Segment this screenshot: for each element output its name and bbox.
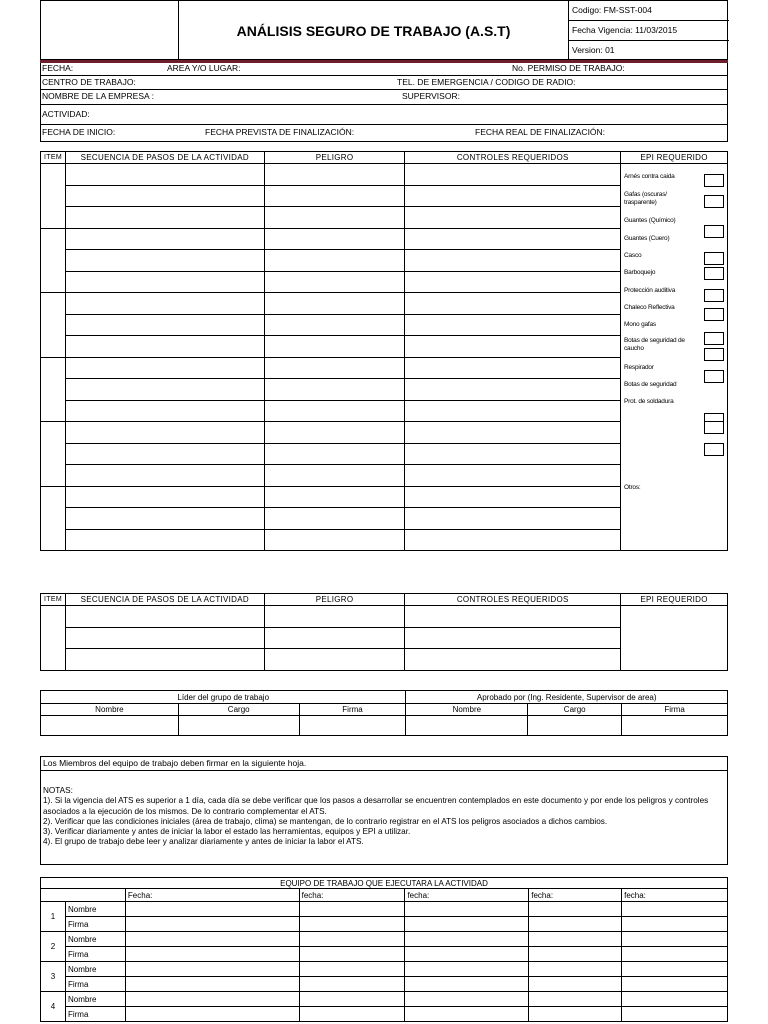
epi-checkbox[interactable] bbox=[704, 195, 724, 208]
real-field[interactable]: FECHA REAL DE FINALIZACIÓN: bbox=[475, 127, 606, 137]
epi-checkbox[interactable] bbox=[704, 421, 724, 434]
col-secuencia: SECUENCIA DE PASOS DE LA ACTIVIDAD bbox=[65, 594, 264, 606]
empresa-field[interactable]: NOMBRE DE LA EMPRESA : bbox=[42, 91, 154, 101]
ast-second-table bbox=[40, 593, 728, 671]
secuencia-cell[interactable] bbox=[65, 443, 264, 465]
note-3: 3). Verificar diariamente y antes de iniciar la labor el estado las herramientas, equipos y EPI a utilizar. bbox=[43, 827, 411, 837]
lider-header: Líder del grupo de trabajo bbox=[41, 691, 406, 704]
firma-cell[interactable] bbox=[405, 977, 529, 992]
firma-cell[interactable] bbox=[529, 917, 622, 932]
peligro-cell[interactable] bbox=[264, 529, 405, 551]
general-info bbox=[40, 63, 728, 142]
lider-firma-cell[interactable] bbox=[299, 716, 406, 736]
nombre-cell[interactable] bbox=[125, 932, 299, 947]
controles-cell[interactable] bbox=[405, 486, 621, 508]
epi-checkbox[interactable] bbox=[704, 308, 724, 321]
secuencia-cell[interactable] bbox=[65, 250, 264, 272]
fecha-header[interactable]: fecha: bbox=[529, 889, 622, 902]
controles-cell[interactable] bbox=[405, 164, 621, 186]
nombre-cell[interactable] bbox=[529, 932, 622, 947]
firma-cell[interactable] bbox=[529, 1007, 622, 1022]
epi-checkbox[interactable] bbox=[704, 252, 724, 265]
equipo-title: EQUIPO DE TRABAJO QUE EJECUTARA LA ACTIVIDAD bbox=[41, 878, 728, 889]
secuencia-cell[interactable] bbox=[65, 293, 264, 315]
epi-item-label: Prot. de soldadura bbox=[624, 398, 674, 405]
firma-cell[interactable] bbox=[405, 1007, 529, 1022]
nombre-cell[interactable] bbox=[622, 992, 728, 1007]
secuencia-cell[interactable] bbox=[65, 379, 264, 401]
peligro-cell[interactable] bbox=[264, 271, 405, 293]
peligro-cell[interactable] bbox=[264, 293, 405, 315]
item-cell[interactable] bbox=[41, 293, 66, 358]
col-peligro: PELIGRO bbox=[264, 152, 405, 164]
info-row-empresa bbox=[41, 90, 727, 105]
firma-cell[interactable] bbox=[125, 917, 299, 932]
note-1: 1). Si la vigencia del ATS es superior a 1 día, cada día se debe verificar que los pasos a desarrollar se encuentren contemplados en este documento y por ende los peligros y controles asociados a la ejecución de los mismos. De lo contrario complementar el ATS. bbox=[43, 796, 709, 816]
item-cell[interactable] bbox=[41, 422, 66, 487]
info-row-fechas bbox=[41, 125, 727, 141]
area-field[interactable]: AREA Y/O LUGAR: bbox=[167, 63, 241, 73]
epi-item-label: Protección auditiva bbox=[624, 287, 676, 294]
epi-item-label: Guantes (Químico) bbox=[624, 217, 676, 224]
secuencia-cell[interactable] bbox=[65, 486, 264, 508]
peligro-cell[interactable] bbox=[264, 422, 405, 444]
nombre-cell[interactable] bbox=[125, 992, 299, 1007]
secuencia-cell[interactable] bbox=[65, 336, 264, 358]
lider-cargo-cell[interactable] bbox=[178, 716, 299, 736]
epi-item-label: Gafas (oscuras/ trasparente) bbox=[624, 191, 667, 206]
secuencia-cell[interactable] bbox=[65, 627, 264, 649]
firma-cell[interactable] bbox=[622, 977, 728, 992]
item-cell[interactable] bbox=[41, 357, 66, 422]
equipo-row bbox=[41, 917, 728, 932]
secuencia-cell[interactable] bbox=[65, 357, 264, 379]
secuencia-cell[interactable] bbox=[65, 164, 264, 186]
ast-second-table-wrap bbox=[40, 593, 728, 671]
epi-checkbox[interactable] bbox=[704, 332, 724, 345]
firma-cell[interactable] bbox=[299, 917, 405, 932]
peligro-cell[interactable] bbox=[264, 400, 405, 422]
firma-label: Firma bbox=[65, 1007, 125, 1022]
secuencia-cell[interactable] bbox=[65, 400, 264, 422]
nombre-cell[interactable] bbox=[405, 902, 529, 917]
approval-table-wrap bbox=[40, 690, 728, 736]
epi-item-label: Respirador bbox=[624, 364, 654, 371]
aprobado-firma-cell[interactable] bbox=[622, 716, 728, 736]
peligro-cell[interactable] bbox=[264, 649, 405, 671]
notes-title: NOTAS: bbox=[43, 786, 73, 795]
item-cell[interactable] bbox=[41, 486, 66, 551]
firma-cell[interactable] bbox=[529, 947, 622, 962]
epi-checkbox[interactable] bbox=[704, 225, 724, 238]
fecha-header[interactable]: fecha: bbox=[405, 889, 529, 902]
controles-cell[interactable] bbox=[405, 250, 621, 272]
secuencia-cell[interactable] bbox=[65, 207, 264, 229]
firma-cell[interactable] bbox=[529, 977, 622, 992]
peligro-cell[interactable] bbox=[264, 486, 405, 508]
nombre-cell[interactable] bbox=[299, 992, 405, 1007]
epi-item-label: Botas de seguridad de caucho bbox=[624, 337, 685, 352]
col-item: ITEM bbox=[41, 594, 66, 606]
controles-cell[interactable] bbox=[405, 443, 621, 465]
lider-nombre-cell[interactable] bbox=[41, 716, 179, 736]
controles-cell[interactable] bbox=[405, 357, 621, 379]
firma-cell[interactable] bbox=[125, 947, 299, 962]
peligro-cell[interactable] bbox=[264, 314, 405, 336]
col-epi: EPI REQUERIDO bbox=[621, 594, 728, 606]
firma-cell[interactable] bbox=[405, 917, 529, 932]
epi-checkbox[interactable] bbox=[704, 348, 724, 361]
nombre-cell[interactable] bbox=[405, 992, 529, 1007]
cargo-header: Cargo bbox=[528, 704, 622, 716]
equipo-blank bbox=[41, 889, 126, 902]
document-meta bbox=[569, 1, 729, 61]
tel-field[interactable]: TEL. DE EMERGENCIA / CODIGO DE RADIO: bbox=[397, 77, 576, 87]
fecha-header[interactable]: Fecha: bbox=[125, 889, 299, 902]
firma-cell[interactable] bbox=[299, 947, 405, 962]
peligro-cell[interactable] bbox=[264, 250, 405, 272]
nombre-header: Nombre bbox=[406, 704, 528, 716]
approval-table bbox=[40, 690, 728, 736]
equipo-table-wrap bbox=[40, 877, 728, 1022]
secuencia-cell[interactable] bbox=[65, 508, 264, 530]
epi-item-label: Otros: bbox=[624, 484, 641, 491]
peligro-cell[interactable] bbox=[264, 336, 405, 358]
document-title: ANÁLISIS SEGURO DE TRABAJO (A.S.T) bbox=[179, 1, 569, 61]
col-epi: EPI REQUERIDO bbox=[621, 152, 728, 164]
peligro-cell[interactable] bbox=[264, 185, 405, 207]
controles-cell[interactable] bbox=[405, 379, 621, 401]
secuencia-cell[interactable] bbox=[65, 529, 264, 551]
nombre-cell[interactable] bbox=[529, 962, 622, 977]
logo-area bbox=[41, 1, 179, 61]
secuencia-cell[interactable] bbox=[65, 228, 264, 250]
firma-label: Firma bbox=[65, 947, 125, 962]
version-field: Version: 01 bbox=[572, 45, 615, 55]
firma-label: Firma bbox=[65, 977, 125, 992]
member-number: 1 bbox=[41, 902, 66, 932]
member-number: 2 bbox=[41, 932, 66, 962]
firma-cell[interactable] bbox=[405, 947, 529, 962]
document-header bbox=[40, 0, 728, 60]
table-row bbox=[41, 606, 728, 628]
note-4: 4). El grupo de trabajo debe leer y analizar diariamente y antes de iniciar la labor el ATS. bbox=[43, 837, 364, 847]
nombre-label: Nombre bbox=[65, 992, 125, 1007]
col-secuencia: SECUENCIA DE PASOS DE LA ACTIVIDAD bbox=[65, 152, 264, 164]
prevista-field[interactable]: FECHA PREVISTA DE FINALIZACIÓN: bbox=[205, 127, 355, 137]
controles-cell[interactable] bbox=[405, 336, 621, 358]
epi-item-label: Barboquejo bbox=[624, 269, 656, 276]
nombre-label: Nombre bbox=[65, 902, 125, 917]
nombre-cell[interactable] bbox=[622, 962, 728, 977]
controles-cell[interactable] bbox=[405, 529, 621, 551]
info-row-actividad bbox=[41, 105, 727, 125]
vigencia-field: Fecha Vigencia: 11/03/2015 bbox=[569, 21, 729, 41]
secuencia-cell[interactable] bbox=[65, 465, 264, 487]
controles-cell[interactable] bbox=[405, 508, 621, 530]
nombre-cell[interactable] bbox=[125, 962, 299, 977]
info-row-fecha bbox=[41, 63, 727, 76]
epi-item-label: Arnés contra caida bbox=[624, 173, 675, 180]
firma-cell[interactable] bbox=[125, 977, 299, 992]
peligro-cell[interactable] bbox=[264, 627, 405, 649]
controles-cell[interactable] bbox=[405, 400, 621, 422]
fecha-header[interactable]: fecha: bbox=[622, 889, 728, 902]
equipo-table bbox=[40, 877, 728, 1022]
controles-cell[interactable] bbox=[405, 185, 621, 207]
equipo-row bbox=[41, 992, 728, 1007]
nombre-cell[interactable] bbox=[299, 902, 405, 917]
notes-body bbox=[41, 771, 727, 864]
firma-cell[interactable] bbox=[622, 1007, 728, 1022]
permiso-field[interactable]: No. PERMISO DE TRABAJO: bbox=[512, 63, 625, 73]
firma-cell[interactable] bbox=[299, 977, 405, 992]
epi-checkbox[interactable] bbox=[704, 370, 724, 383]
col-peligro: PELIGRO bbox=[264, 594, 405, 606]
nombre-cell[interactable] bbox=[299, 962, 405, 977]
controles-cell[interactable] bbox=[405, 271, 621, 293]
supervisor-field[interactable]: SUPERVISOR: bbox=[402, 91, 460, 101]
peligro-cell[interactable] bbox=[264, 207, 405, 229]
item-cell[interactable] bbox=[41, 228, 66, 293]
centro-field[interactable]: CENTRO DE TRABAJO: bbox=[42, 77, 136, 87]
controles-cell[interactable] bbox=[405, 293, 621, 315]
nombre-cell[interactable] bbox=[529, 902, 622, 917]
secuencia-cell[interactable] bbox=[65, 649, 264, 671]
main-table-header bbox=[41, 152, 728, 164]
nombre-cell[interactable] bbox=[405, 962, 529, 977]
controles-cell[interactable] bbox=[405, 228, 621, 250]
firma-header: Firma bbox=[622, 704, 728, 716]
inicio-field[interactable]: FECHA DE INICIO: bbox=[42, 127, 116, 137]
equipo-row bbox=[41, 902, 728, 917]
second-table-header bbox=[41, 594, 728, 606]
firma-cell[interactable] bbox=[125, 1007, 299, 1022]
epi-checkbox[interactable] bbox=[704, 174, 724, 187]
equipo-row bbox=[41, 932, 728, 947]
notes-box bbox=[40, 756, 728, 865]
secuencia-cell[interactable] bbox=[65, 271, 264, 293]
codigo-field: Codigo: FM-SST-004 bbox=[569, 1, 729, 21]
peligro-cell[interactable] bbox=[264, 228, 405, 250]
peligro-cell[interactable] bbox=[264, 357, 405, 379]
firma-label: Firma bbox=[65, 917, 125, 932]
epi-checklist bbox=[622, 164, 728, 547]
actividad-field[interactable]: ACTIVIDAD: bbox=[42, 109, 90, 119]
equipo-row bbox=[41, 962, 728, 977]
secuencia-cell[interactable] bbox=[65, 606, 264, 628]
aprobado-header: Aprobado por (Ing. Residente, Supervisor de area) bbox=[406, 691, 728, 704]
equipo-row bbox=[41, 947, 728, 962]
equipo-row bbox=[41, 1007, 728, 1022]
controles-cell[interactable] bbox=[405, 649, 621, 671]
fecha-header[interactable]: fecha: bbox=[299, 889, 405, 902]
equipo-row bbox=[41, 977, 728, 992]
nombre-cell[interactable] bbox=[405, 932, 529, 947]
epi-checkbox[interactable] bbox=[704, 289, 724, 302]
peligro-cell[interactable] bbox=[264, 164, 405, 186]
col-item: ITEM bbox=[41, 152, 66, 164]
epi-item-label: Guantes (Cuero) bbox=[624, 235, 670, 242]
nombre-cell[interactable] bbox=[125, 902, 299, 917]
nombre-label: Nombre bbox=[65, 932, 125, 947]
item-cell[interactable] bbox=[41, 606, 66, 671]
controles-cell[interactable] bbox=[405, 422, 621, 444]
firma-header: Firma bbox=[299, 704, 406, 716]
peligro-cell[interactable] bbox=[264, 508, 405, 530]
cargo-header: Cargo bbox=[178, 704, 299, 716]
controles-cell[interactable] bbox=[405, 606, 621, 628]
miembros-note: Los Miembros del equipo de trabajo deben firmar en la siguiente hoja. bbox=[41, 757, 727, 771]
epi-item-label: Chaleco Reflectiva bbox=[624, 304, 675, 311]
peligro-cell[interactable] bbox=[264, 379, 405, 401]
aprobado-nombre-cell[interactable] bbox=[406, 716, 528, 736]
peligro-cell[interactable] bbox=[264, 606, 405, 628]
item-cell[interactable] bbox=[41, 164, 66, 229]
nombre-label: Nombre bbox=[65, 962, 125, 977]
peligro-cell[interactable] bbox=[264, 465, 405, 487]
nombre-cell[interactable] bbox=[299, 932, 405, 947]
secuencia-cell[interactable] bbox=[65, 422, 264, 444]
fecha-field[interactable]: FECHA: bbox=[42, 63, 74, 73]
member-number: 3 bbox=[41, 962, 66, 992]
firma-cell[interactable] bbox=[622, 947, 728, 962]
nombre-cell[interactable] bbox=[622, 902, 728, 917]
secuencia-cell[interactable] bbox=[65, 314, 264, 336]
nombre-header: Nombre bbox=[41, 704, 179, 716]
aprobado-cargo-cell[interactable] bbox=[528, 716, 622, 736]
nombre-cell[interactable] bbox=[622, 932, 728, 947]
epi-cell[interactable] bbox=[621, 606, 728, 671]
peligro-cell[interactable] bbox=[264, 443, 405, 465]
epi-item-label: Casco bbox=[624, 252, 642, 259]
epi-checkbox[interactable] bbox=[704, 443, 724, 456]
note-2: 2). Verificar que las condiciones iniciales (área de trabajo, clima) se mantengan, de lo contrario registrar en el ATS los peligros asociados a dichos cambios. bbox=[43, 816, 608, 826]
controles-cell[interactable] bbox=[405, 207, 621, 229]
controles-cell[interactable] bbox=[405, 314, 621, 336]
epi-item-label: Mono gafas bbox=[624, 321, 656, 328]
col-controles: CONTROLES REQUERIDOS bbox=[405, 594, 621, 606]
info-row-centro bbox=[41, 76, 727, 90]
controles-cell[interactable] bbox=[405, 465, 621, 487]
secuencia-cell[interactable] bbox=[65, 185, 264, 207]
epi-item-label: Botas de seguridad bbox=[624, 381, 677, 388]
nombre-cell[interactable] bbox=[529, 992, 622, 1007]
controles-cell[interactable] bbox=[405, 627, 621, 649]
member-number: 4 bbox=[41, 992, 66, 1022]
epi-checkbox[interactable] bbox=[704, 267, 724, 280]
firma-cell[interactable] bbox=[299, 1007, 405, 1022]
firma-cell[interactable] bbox=[622, 917, 728, 932]
col-controles: CONTROLES REQUERIDOS bbox=[405, 152, 621, 164]
